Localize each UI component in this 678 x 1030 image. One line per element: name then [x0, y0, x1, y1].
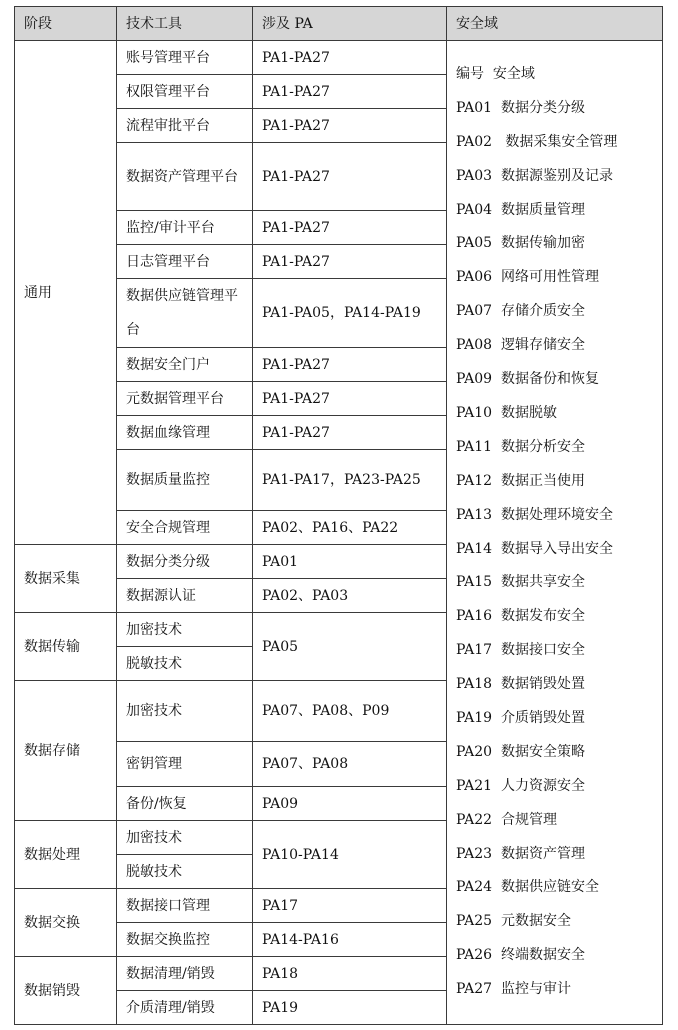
tool-cell: 加密技术	[117, 821, 253, 855]
tool-cell: 数据血缘管理	[117, 416, 253, 450]
security-domain-item: PA22 合规管理	[456, 811, 557, 828]
pa-cell: PA1-PA27	[253, 143, 447, 211]
security-domain-cell	[447, 41, 663, 1025]
security-domain-item: PA08 逻辑存储安全	[456, 337, 585, 354]
tool-cell: 元数据管理平台	[117, 382, 253, 416]
tool-cell: 数据接口管理	[117, 889, 253, 923]
pa-cell: PA07、PA08	[253, 742, 447, 787]
security-domain-item: PA15 数据共享安全	[456, 574, 585, 591]
security-domain-item: PA10 数据脱敏	[456, 404, 557, 421]
pa-cell: PA1-PA27	[253, 348, 447, 382]
security-domain-item: PA16 数据发布安全	[456, 608, 585, 625]
tool-cell: 备份/恢复	[117, 787, 253, 821]
stage-cell: 数据采集	[15, 545, 117, 613]
security-domain-item: PA11 数据分析安全	[456, 438, 585, 455]
tool-cell: 监控/审计平台	[117, 211, 253, 245]
pa-cell: PA1-PA27	[253, 109, 447, 143]
tool-cell: 密钥管理	[117, 742, 253, 787]
pa-cell: PA05	[253, 613, 447, 681]
security-domain-item: PA25 元数据安全	[456, 913, 571, 930]
security-domain-item: PA07 存储介质安全	[456, 303, 585, 320]
tool-cell: 脱敏技术	[117, 647, 253, 681]
header-tool: 技术工具	[117, 7, 253, 41]
pa-cell: PA1-PA27	[253, 245, 447, 279]
pa-cell: PA02、PA03	[253, 579, 447, 613]
tool-cell	[117, 279, 253, 348]
pa-cell: PA1-PA27	[253, 382, 447, 416]
security-domain-item: 编号 安全域	[456, 66, 535, 83]
stage-cell: 数据处理	[15, 821, 117, 889]
security-domain-item: PA03 数据源鉴别及记录	[456, 167, 613, 184]
pa-cell: PA01	[253, 545, 447, 579]
security-domain-item: PA24 数据供应链安全	[456, 879, 599, 896]
tool-cell: 脱敏技术	[117, 855, 253, 889]
pa-cell: PA18	[253, 957, 447, 991]
pa-mapping-table	[14, 6, 662, 1021]
security-domain-item: PA27 监控与审计	[456, 981, 571, 998]
security-domain-item: PA06 网络可用性管理	[456, 269, 599, 286]
tool-cell: 加密技术	[117, 613, 253, 647]
stage-text: 数据存储	[24, 742, 80, 759]
tool-cell: 权限管理平台	[117, 75, 253, 109]
pa-cell: PA1-PA27	[253, 416, 447, 450]
security-domain-item: PA19 介质销毁处置	[456, 709, 585, 726]
tool-text: 数据供应链管理平台	[126, 288, 238, 338]
tool-cell: 介质清理/销毁	[117, 991, 253, 1025]
pa-cell: PA17	[253, 889, 447, 923]
security-domain-item: PA01 数据分类分级	[456, 99, 585, 116]
security-domain-item: PA12 数据正当使用	[456, 472, 585, 489]
stage-cell: 数据交换	[15, 889, 117, 957]
header-domain: 安全域	[447, 7, 663, 41]
security-domain-list	[456, 58, 662, 1007]
tool-cell: 数据质量监控	[117, 450, 253, 511]
stage-cell: 通用	[15, 41, 117, 545]
stage-cell	[15, 681, 117, 821]
stage-cell: 数据传输	[15, 613, 117, 681]
security-domain-item: PA18 数据销毁处置	[456, 676, 585, 693]
tool-cell	[117, 143, 253, 211]
security-domain-item: PA09 数据备份和恢复	[456, 371, 599, 388]
pa-cell: PA1-PA27	[253, 41, 447, 75]
tool-cell: 数据安全门户	[117, 348, 253, 382]
pa-cell: PA10-PA14	[253, 821, 447, 889]
security-domain-item: PA23 数据资产管理	[456, 845, 585, 862]
pa-cell: PA1-PA27	[253, 75, 447, 109]
stage-cell: 数据销毁	[15, 957, 117, 1025]
security-domain-item: PA04 数据质量管理	[456, 201, 585, 218]
pa-cell: PA1-PA05，PA14-PA19	[253, 279, 447, 348]
security-domain-item: PA26 终端数据安全	[456, 947, 585, 964]
pa-cell: PA09	[253, 787, 447, 821]
tool-cell: 数据分类分级	[117, 545, 253, 579]
pa-cell: PA02、PA16、PA22	[253, 511, 447, 545]
tool-cell: 流程审批平台	[117, 109, 253, 143]
pa-cell: PA07、PA08、P09	[253, 681, 447, 742]
tool-cell: 加密技术	[117, 681, 253, 742]
mapping-table	[14, 6, 663, 1025]
tool-cell: 数据源认证	[117, 579, 253, 613]
table-row	[15, 41, 663, 75]
pa-cell: PA1-PA27	[253, 211, 447, 245]
security-domain-item: PA17 数据接口安全	[456, 642, 585, 659]
pa-cell: PA1-PA17，PA23-PA25	[253, 450, 447, 511]
security-domain-item: PA13 数据处理环境安全	[456, 506, 613, 523]
security-domain-item: PA21 人力资源安全	[456, 777, 585, 794]
tool-cell: 数据清理/销毁	[117, 957, 253, 991]
header-stage: 阶段	[15, 7, 117, 41]
security-domain-item: PA14 数据导入导出安全	[456, 540, 613, 557]
security-domain-item: PA02 数据采集安全管理	[456, 133, 618, 150]
tool-cell: 安全合规管理	[117, 511, 253, 545]
pa-cell: PA19	[253, 991, 447, 1025]
header-pa: 涉及 PA	[253, 7, 447, 41]
security-domain-item: PA05 数据传输加密	[456, 235, 585, 252]
tool-cell: 日志管理平台	[117, 245, 253, 279]
tool-text: 数据资产管理平台	[126, 168, 238, 185]
pa-cell: PA14-PA16	[253, 923, 447, 957]
tool-cell: 账号管理平台	[117, 41, 253, 75]
tool-cell: 数据交换监控	[117, 923, 253, 957]
security-domain-item: PA20 数据安全策略	[456, 743, 585, 760]
header-row	[15, 7, 663, 41]
